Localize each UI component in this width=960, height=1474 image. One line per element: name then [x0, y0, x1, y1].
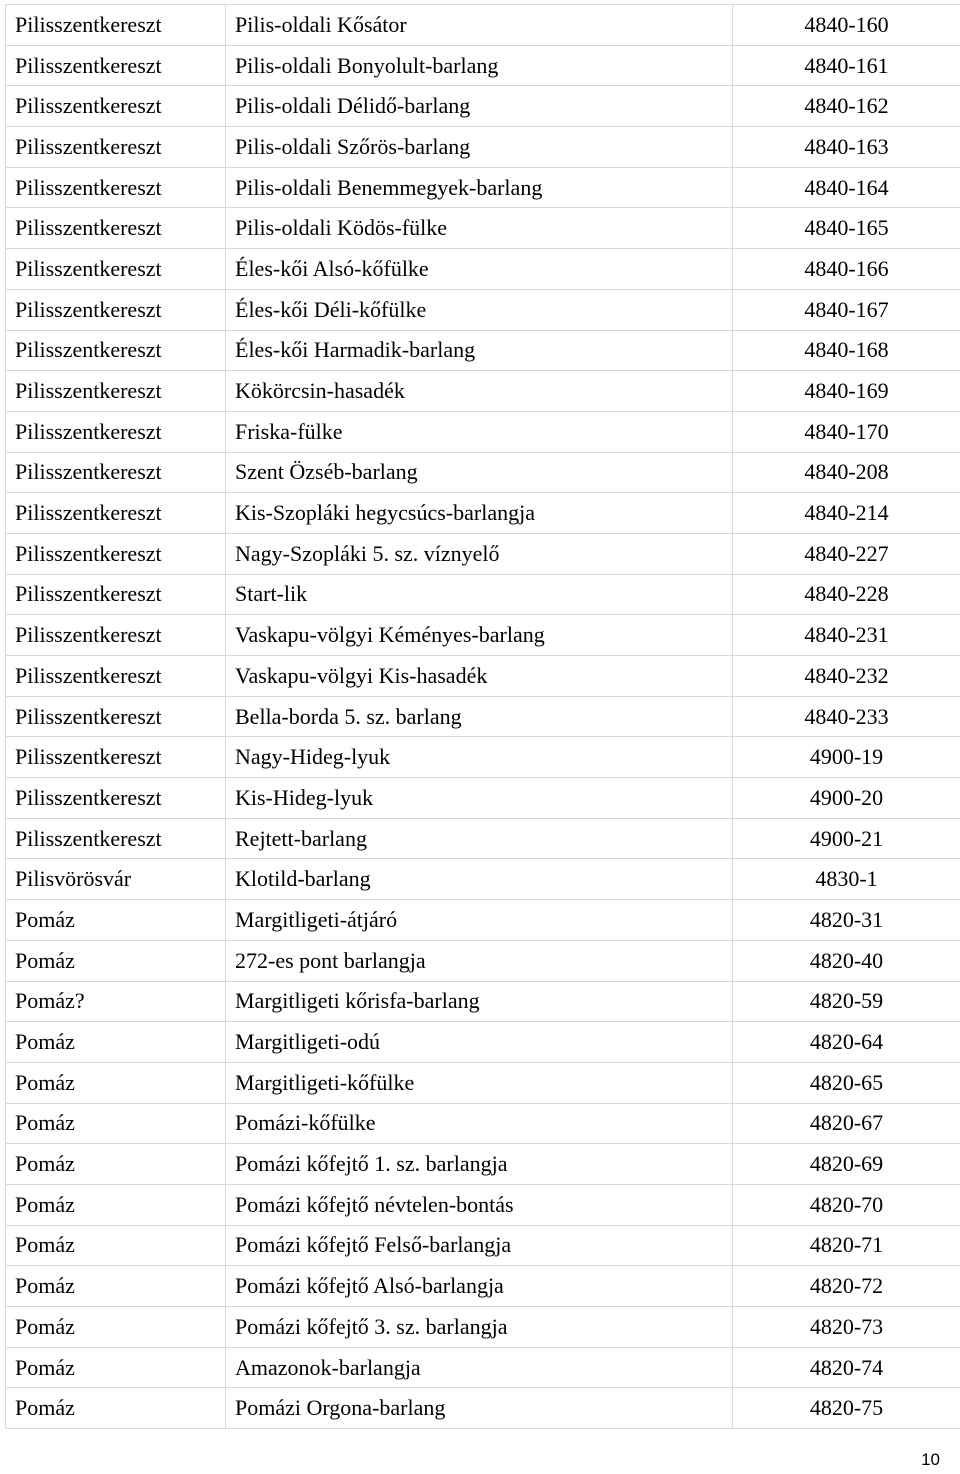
- cave-name-cell: Pomázi kőfejtő Alsó-barlangja: [226, 1266, 733, 1307]
- settlement-cell: Pilisszentkereszt: [6, 86, 226, 127]
- settlement-cell: Pilisszentkereszt: [6, 45, 226, 86]
- cave-name-cell: Margitligeti kőrisfa-barlang: [226, 981, 733, 1022]
- cadastre-code-cell: 4900-20: [733, 778, 960, 819]
- settlement-cell: Pilisszentkereszt: [6, 493, 226, 534]
- cave-name-cell: Kis-Hideg-lyuk: [226, 778, 733, 819]
- settlement-cell: Pilisszentkereszt: [6, 452, 226, 493]
- settlement-cell: Pomáz: [6, 1062, 226, 1103]
- cadastre-code-cell: 4840-161: [733, 45, 960, 86]
- cave-name-cell: Pilis-oldali Ködös-fülke: [226, 208, 733, 249]
- table-row: [6, 411, 960, 452]
- table-row: [6, 1307, 960, 1348]
- table-row: [6, 737, 960, 778]
- cave-name-cell: Pilis-oldali Benemmegyek-barlang: [226, 167, 733, 208]
- cadastre-code-cell: 4840-232: [733, 656, 960, 697]
- cave-name-cell: Éles-kői Harmadik-barlang: [226, 330, 733, 371]
- cave-name-cell: Rejtett-barlang: [226, 818, 733, 859]
- table-row: [6, 900, 960, 941]
- cave-name-cell: Margitligeti-átjáró: [226, 900, 733, 941]
- cadastre-code-cell: 4820-69: [733, 1144, 960, 1185]
- cadastre-code-cell: 4820-71: [733, 1225, 960, 1266]
- table-row: [6, 249, 960, 290]
- cadastre-code-cell: 4820-70: [733, 1184, 960, 1225]
- table-row: [6, 615, 960, 656]
- settlement-cell: Pilisszentkereszt: [6, 574, 226, 615]
- cave-name-cell: Klotild-barlang: [226, 859, 733, 900]
- settlement-cell: Pomáz: [6, 1307, 226, 1348]
- settlement-cell: Pilisszentkereszt: [6, 656, 226, 697]
- table-row: [6, 1388, 960, 1429]
- table-row: [6, 696, 960, 737]
- table-row: [6, 289, 960, 330]
- settlement-cell: Pomáz: [6, 940, 226, 981]
- settlement-cell: Pilisszentkereszt: [6, 533, 226, 574]
- cave-name-cell: Margitligeti-kőfülke: [226, 1062, 733, 1103]
- settlement-cell: Pomáz: [6, 1225, 226, 1266]
- cave-name-cell: Pomázi kőfejtő névtelen-bontás: [226, 1184, 733, 1225]
- cadastre-code-cell: 4840-231: [733, 615, 960, 656]
- settlement-cell: Pilisszentkereszt: [6, 778, 226, 819]
- cave-table: [5, 4, 960, 1429]
- settlement-cell: Pomáz: [6, 1184, 226, 1225]
- cave-name-cell: Pilis-oldali Kősátor: [226, 5, 733, 46]
- settlement-cell: Pilisszentkereszt: [6, 696, 226, 737]
- table-row: [6, 1144, 960, 1185]
- cave-name-cell: Vaskapu-völgyi Kis-hasadék: [226, 656, 733, 697]
- table-row: [6, 493, 960, 534]
- cave-name-cell: Margitligeti-odú: [226, 1022, 733, 1063]
- table-row: [6, 371, 960, 412]
- settlement-cell: Pilisszentkereszt: [6, 330, 226, 371]
- table-row: [6, 452, 960, 493]
- cadastre-code-cell: 4820-40: [733, 940, 960, 981]
- cadastre-code-cell: 4840-166: [733, 249, 960, 290]
- cave-name-cell: Friska-fülke: [226, 411, 733, 452]
- cave-name-cell: Pilis-oldali Bonyolult-barlang: [226, 45, 733, 86]
- settlement-cell: Pilisvörösvár: [6, 859, 226, 900]
- table-row: [6, 1184, 960, 1225]
- table-row: [6, 940, 960, 981]
- table-row: [6, 656, 960, 697]
- settlement-cell: Pomáz: [6, 1144, 226, 1185]
- settlement-cell: Pilisszentkereszt: [6, 249, 226, 290]
- cave-name-cell: Amazonok-barlangja: [226, 1347, 733, 1388]
- cadastre-code-cell: 4830-1: [733, 859, 960, 900]
- cave-name-cell: Pomázi kőfejtő 3. sz. barlangja: [226, 1307, 733, 1348]
- cave-name-cell: Nagy-Hideg-lyuk: [226, 737, 733, 778]
- settlement-cell: Pilisszentkereszt: [6, 289, 226, 330]
- settlement-cell: Pomáz: [6, 1388, 226, 1429]
- cadastre-code-cell: 4820-65: [733, 1062, 960, 1103]
- cave-name-cell: Kis-Szopláki hegycsúcs-barlangja: [226, 493, 733, 534]
- cave-name-cell: Vaskapu-völgyi Kéményes-barlang: [226, 615, 733, 656]
- table-row: [6, 1062, 960, 1103]
- settlement-cell: Pilisszentkereszt: [6, 615, 226, 656]
- table-row: [6, 167, 960, 208]
- cadastre-code-cell: 4840-170: [733, 411, 960, 452]
- cadastre-code-cell: 4840-228: [733, 574, 960, 615]
- cadastre-code-cell: 4840-163: [733, 127, 960, 168]
- cadastre-code-cell: 4820-73: [733, 1307, 960, 1348]
- table-row: [6, 981, 960, 1022]
- settlement-cell: Pilisszentkereszt: [6, 208, 226, 249]
- table-row: [6, 1225, 960, 1266]
- cave-name-cell: Pomázi kőfejtő Felső-barlangja: [226, 1225, 733, 1266]
- settlement-cell: Pomáz: [6, 900, 226, 941]
- table-row: [6, 859, 960, 900]
- cave-name-cell: Start-lik: [226, 574, 733, 615]
- settlement-cell: Pilisszentkereszt: [6, 411, 226, 452]
- table-row: [6, 778, 960, 819]
- table-row: [6, 127, 960, 168]
- settlement-cell: Pilisszentkereszt: [6, 127, 226, 168]
- cadastre-code-cell: 4840-164: [733, 167, 960, 208]
- cave-name-cell: 272-es pont barlangja: [226, 940, 733, 981]
- cave-name-cell: Nagy-Szopláki 5. sz. víznyelő: [226, 533, 733, 574]
- cadastre-code-cell: 4900-19: [733, 737, 960, 778]
- table-row: [6, 533, 960, 574]
- cadastre-code-cell: 4820-59: [733, 981, 960, 1022]
- table-row: [6, 1266, 960, 1307]
- cadastre-code-cell: 4820-75: [733, 1388, 960, 1429]
- cadastre-code-cell: 4820-67: [733, 1103, 960, 1144]
- cadastre-code-cell: 4840-168: [733, 330, 960, 371]
- cadastre-code-cell: 4820-31: [733, 900, 960, 941]
- cadastre-code-cell: 4840-169: [733, 371, 960, 412]
- table-row: [6, 5, 960, 46]
- cadastre-code-cell: 4820-72: [733, 1266, 960, 1307]
- cave-name-cell: Éles-kői Alsó-kőfülke: [226, 249, 733, 290]
- table-row: [6, 1022, 960, 1063]
- settlement-cell: Pilisszentkereszt: [6, 5, 226, 46]
- settlement-cell: Pilisszentkereszt: [6, 371, 226, 412]
- settlement-cell: Pilisszentkereszt: [6, 167, 226, 208]
- table-row: [6, 208, 960, 249]
- cadastre-code-cell: 4900-21: [733, 818, 960, 859]
- cadastre-code-cell: 4840-227: [733, 533, 960, 574]
- cadastre-code-cell: 4840-160: [733, 5, 960, 46]
- cave-name-cell: Pomázi kőfejtő 1. sz. barlangja: [226, 1144, 733, 1185]
- cadastre-code-cell: 4840-208: [733, 452, 960, 493]
- settlement-cell: Pilisszentkereszt: [6, 737, 226, 778]
- cadastre-code-cell: 4840-162: [733, 86, 960, 127]
- cave-name-cell: Pomázi Orgona-barlang: [226, 1388, 733, 1429]
- cave-table-body: [6, 5, 960, 1429]
- cave-name-cell: Pomázi-kőfülke: [226, 1103, 733, 1144]
- table-row: [6, 818, 960, 859]
- table-row: [6, 1347, 960, 1388]
- cave-name-cell: Pilis-oldali Délidő-barlang: [226, 86, 733, 127]
- settlement-cell: Pomáz?: [6, 981, 226, 1022]
- cave-name-cell: Éles-kői Déli-kőfülke: [226, 289, 733, 330]
- settlement-cell: Pomáz: [6, 1022, 226, 1063]
- settlement-cell: Pomáz: [6, 1347, 226, 1388]
- table-row: [6, 45, 960, 86]
- cave-name-cell: Szent Özséb-barlang: [226, 452, 733, 493]
- settlement-cell: Pomáz: [6, 1266, 226, 1307]
- table-row: [6, 86, 960, 127]
- cadastre-code-cell: 4840-167: [733, 289, 960, 330]
- settlement-cell: Pilisszentkereszt: [6, 818, 226, 859]
- page-number: 10: [921, 1450, 940, 1469]
- table-row: [6, 1103, 960, 1144]
- cave-name-cell: Kökörcsin-hasadék: [226, 371, 733, 412]
- table-row: [6, 330, 960, 371]
- cadastre-code-cell: 4840-233: [733, 696, 960, 737]
- table-row: [6, 574, 960, 615]
- cadastre-code-cell: 4840-214: [733, 493, 960, 534]
- cadastre-code-cell: 4840-165: [733, 208, 960, 249]
- cadastre-code-cell: 4820-64: [733, 1022, 960, 1063]
- cave-name-cell: Pilis-oldali Szőrös-barlang: [226, 127, 733, 168]
- cave-name-cell: Bella-borda 5. sz. barlang: [226, 696, 733, 737]
- settlement-cell: Pomáz: [6, 1103, 226, 1144]
- cadastre-code-cell: 4820-74: [733, 1347, 960, 1388]
